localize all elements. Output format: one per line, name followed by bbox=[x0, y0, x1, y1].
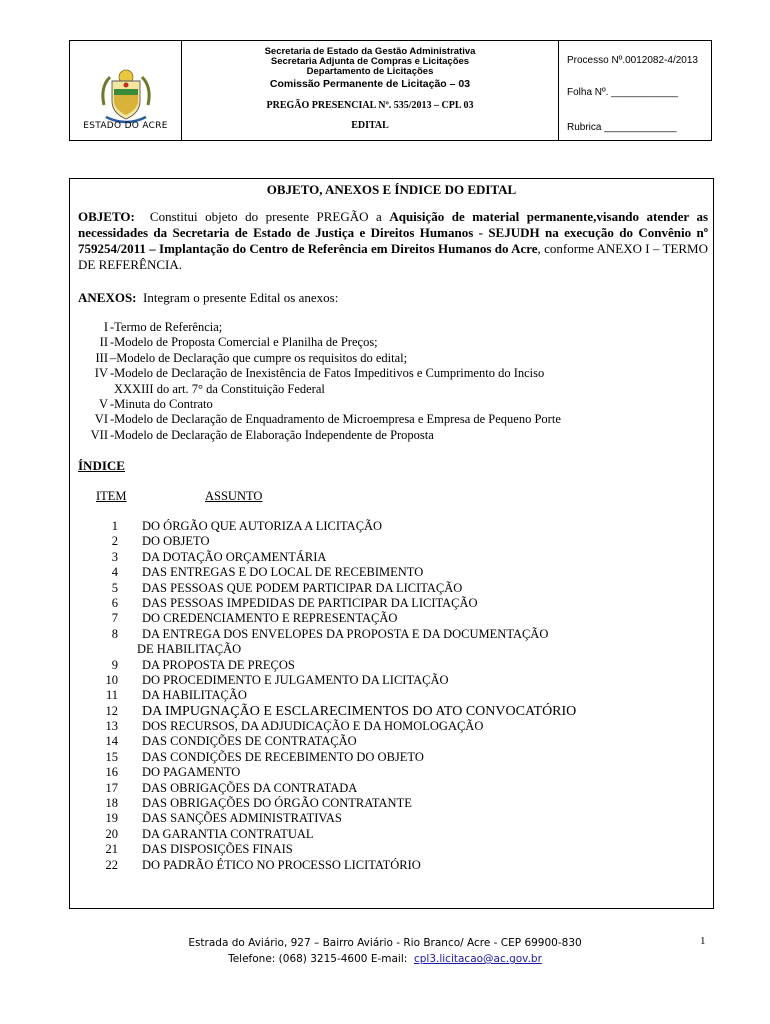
index-subject: DO CREDENCIAMENTO E REPRESENTAÇÃO bbox=[142, 611, 398, 626]
anexo-sep: - bbox=[110, 335, 115, 350]
index-list bbox=[70, 519, 710, 873]
anexo-roman: IV bbox=[94, 366, 108, 381]
index-number: 17 bbox=[105, 780, 118, 795]
index-subject: DAS OBRIGAÇÕES DA CONTRATADA bbox=[142, 780, 358, 795]
index-subject: DO PADRÃO ÉTICO NO PROCESSO LICITATÓRIO bbox=[142, 857, 421, 872]
anexo-roman: I bbox=[103, 320, 108, 334]
index-subject: DO PAGAMENTO bbox=[142, 765, 241, 780]
index-number: 8 bbox=[111, 626, 118, 641]
index-row bbox=[70, 858, 710, 873]
index-number: 21 bbox=[105, 842, 118, 857]
anexo-roman: V bbox=[98, 397, 108, 412]
column-header-item: ITEM bbox=[96, 489, 127, 503]
index-subject: DAS OBRIGAÇÕES DO ÓRGÃO CONTRATANTE bbox=[142, 796, 412, 811]
coat-of-arms-icon bbox=[98, 65, 154, 129]
objeto-intro: Constitui objeto do presente PREGÃO a bbox=[149, 209, 382, 224]
index-subject: DAS ENTREGAS E DO LOCAL DE RECEBIMENTO bbox=[142, 565, 424, 580]
index-number: 2 bbox=[111, 534, 118, 549]
index-row bbox=[70, 673, 710, 688]
index-row bbox=[70, 827, 710, 842]
objeto-label: OBJETO: bbox=[78, 209, 135, 224]
index-row bbox=[70, 519, 710, 534]
index-number: 15 bbox=[105, 749, 118, 764]
index-row bbox=[70, 611, 710, 626]
anexo-roman: VII bbox=[90, 427, 108, 442]
index-row bbox=[70, 842, 710, 857]
index-subject: DOS RECURSOS, DA ADJUDICAÇÃO E DA HOMOLOGAÇÃO bbox=[142, 719, 484, 734]
index-number: 19 bbox=[105, 811, 118, 826]
index-subject: DAS SANÇÕES ADMINISTRATIVAS bbox=[142, 811, 342, 826]
index-subject: DA GARANTIA CONTRATUAL bbox=[142, 826, 314, 841]
anexos-label: ANEXOS: bbox=[78, 290, 137, 305]
index-subject: DA IMPUGNAÇÃO E ESCLARECIMENTOS DO ATO CONVOCATÓRIO bbox=[142, 703, 577, 719]
index-row bbox=[70, 704, 710, 719]
index-row bbox=[70, 781, 710, 796]
index-row bbox=[70, 565, 710, 580]
process-info bbox=[559, 41, 711, 140]
anexo-text: Modelo de Declaração de Inexistência de Fatos Impeditivos e Cumprimento do Inciso bbox=[114, 366, 545, 381]
index-subject: DO ÓRGÃO QUE AUTORIZA A LICITAÇÃO bbox=[142, 519, 383, 533]
anexo-text: Termo de Referência; bbox=[114, 320, 223, 334]
anexo-roman: III bbox=[95, 350, 108, 365]
index-row bbox=[70, 658, 710, 673]
page-number: 1 bbox=[700, 935, 706, 947]
index-row bbox=[70, 811, 710, 826]
index-subject: DO OBJETO bbox=[142, 534, 210, 549]
index-number: 9 bbox=[111, 657, 118, 672]
index-number: 3 bbox=[111, 549, 118, 564]
anexo-roman: II bbox=[99, 335, 108, 350]
index-subject: DA DOTAÇÃO ORÇAMENTÁRIA bbox=[142, 549, 327, 564]
anexo-item bbox=[78, 351, 708, 366]
anexos-intro-line bbox=[78, 290, 338, 306]
anexo-iv-continuation: XXXIII do art. 7° da Constituição Federal bbox=[114, 381, 325, 396]
index-row bbox=[70, 596, 710, 611]
anexo-sep: - bbox=[110, 427, 115, 442]
footer-phone: Telefone: (068) 3215-4600 E-mail: bbox=[228, 953, 408, 965]
anexo-item bbox=[78, 366, 708, 381]
footer-email-link[interactable]: cpl3.licitacao@ac.gov.br bbox=[413, 953, 542, 965]
index-row bbox=[70, 534, 710, 549]
adjunct-secretariat-line: Secretaria Adjunta de Compras e Licitações bbox=[270, 56, 470, 67]
index-number: 11 bbox=[105, 688, 118, 703]
index-subject: DAS PESSOAS IMPEDIDAS DE PARTICIPAR DA LICITAÇÃO bbox=[142, 595, 478, 610]
pregao-line: PREGÃO PRESENCIAL Nº. 535/2013 – CPL 03 bbox=[266, 100, 474, 111]
footer-address: Estrada do Aviário, 927 – Bairro Aviário - Rio Branco/ Acre - CEP 69900-830 bbox=[188, 937, 582, 949]
index-subject: DAS CONDIÇÕES DE RECEBIMENTO DO OBJETO bbox=[142, 749, 424, 764]
index-row bbox=[70, 765, 710, 780]
edital-line: EDITAL bbox=[351, 120, 389, 131]
index-number: 10 bbox=[105, 672, 118, 687]
anexo-text: Minuta do Contrato bbox=[114, 397, 213, 412]
objeto-end: , conforme ANEXO I – TERMO DE REFERÊNCIA. bbox=[78, 241, 709, 272]
index-number: 18 bbox=[105, 796, 118, 811]
edital-content-box bbox=[69, 178, 714, 909]
anexo-text: Modelo de Declaração de Enquadramento de Microempresa e Empresa de Pequeno Porte bbox=[114, 412, 561, 427]
anexo-sep: – bbox=[110, 350, 117, 365]
index-subject: DO PROCEDIMENTO E JULGAMENTO DA LICITAÇÃO bbox=[142, 672, 449, 687]
anexos-intro: Integram o presente Edital os anexos: bbox=[143, 290, 339, 305]
anexo-sep: - bbox=[110, 366, 115, 381]
index-number: 7 bbox=[111, 611, 118, 626]
index-row bbox=[70, 627, 710, 642]
index-subject: DAS DISPOSIÇÕES FINAIS bbox=[142, 842, 293, 857]
index-number: 20 bbox=[105, 826, 118, 841]
rubrica-field: Rubrica _____________ bbox=[567, 122, 677, 133]
anexo-text: Modelo de Proposta Comercial e Planilha de Preços; bbox=[114, 335, 378, 350]
index-subject: DA ENTREGA DOS ENVELOPES DA PROPOSTA E DA DOCUMENTAÇÃO bbox=[142, 626, 549, 641]
footer-contact bbox=[0, 951, 770, 967]
index-row bbox=[70, 750, 710, 765]
anexo-text: Modelo de Declaração que cumpre os requisitos do edital; bbox=[116, 350, 408, 365]
index-number: 13 bbox=[105, 719, 118, 734]
index-subject: DAS PESSOAS QUE PODEM PARTICIPAR DA LICITAÇÃO bbox=[142, 580, 463, 595]
anexo-item bbox=[78, 397, 708, 412]
document-header bbox=[69, 40, 712, 141]
state-name: ESTADO DO ACRE bbox=[83, 121, 168, 131]
index-number: 12 bbox=[105, 703, 118, 718]
index-number: 6 bbox=[111, 595, 118, 610]
index-subject: DAS CONDIÇÕES DE CONTRATAÇÃO bbox=[142, 734, 357, 749]
objeto-description: Aquisição de material permanente,visando atender as necessidades da Secretaria de Estado de Justiça e Direitos Humanos - SEJUDH na execução do Convênio nº 759254/2011 – Implantação do Centro de Referência em Direitos Humanos do Acre bbox=[78, 209, 709, 256]
index-number: 1 bbox=[111, 519, 118, 533]
section-title: OBJETO, ANEXOS E ÍNDICE DO EDITAL bbox=[266, 182, 517, 197]
department-line: Departamento de Licitações bbox=[306, 66, 434, 77]
index-number: 16 bbox=[105, 765, 118, 780]
index-row bbox=[70, 796, 710, 811]
indice-heading: ÍNDICE bbox=[78, 458, 125, 473]
index-row bbox=[70, 719, 710, 734]
index-number: 14 bbox=[105, 734, 118, 749]
logo-cell bbox=[70, 41, 182, 140]
index-row bbox=[70, 734, 710, 749]
anexo-sep: - bbox=[110, 320, 115, 334]
anexo-roman: VI bbox=[94, 412, 108, 427]
page-footer bbox=[0, 935, 770, 967]
commission-line: Comissão Permanente de Licitação – 03 bbox=[269, 78, 471, 90]
index-subject: DA HABILITAÇÃO bbox=[142, 688, 247, 703]
index-number: 5 bbox=[111, 580, 118, 595]
index-row bbox=[70, 581, 710, 596]
anexo-text: Modelo de Declaração de Elaboração Independente de Proposta bbox=[114, 427, 434, 442]
anexo-sep: - bbox=[110, 412, 115, 427]
index-number: 4 bbox=[111, 565, 118, 580]
index-row bbox=[70, 550, 710, 565]
anexos-list bbox=[78, 320, 708, 443]
index-row bbox=[70, 688, 710, 703]
anexo-item bbox=[78, 320, 708, 335]
index-row-8-continuation: DE HABILITAÇÃO bbox=[137, 642, 242, 657]
folha-field: Folha Nº. ____________ bbox=[567, 87, 678, 98]
anexo-item bbox=[78, 412, 708, 427]
anexo-sep: - bbox=[110, 397, 115, 412]
secretariat-line: Secretaria de Estado da Gestão Administrativa bbox=[264, 46, 476, 57]
column-header-assunto: ASSUNTO bbox=[205, 489, 263, 503]
index-subject: DA PROPOSTA DE PREÇOS bbox=[142, 657, 295, 672]
index-number: 22 bbox=[105, 857, 118, 872]
anexo-item bbox=[78, 335, 708, 350]
header-titles bbox=[182, 41, 559, 140]
anexo-item bbox=[78, 428, 708, 443]
objeto-paragraph bbox=[78, 209, 708, 273]
process-number: Processo Nº.0012082-4/2013 bbox=[567, 55, 698, 66]
